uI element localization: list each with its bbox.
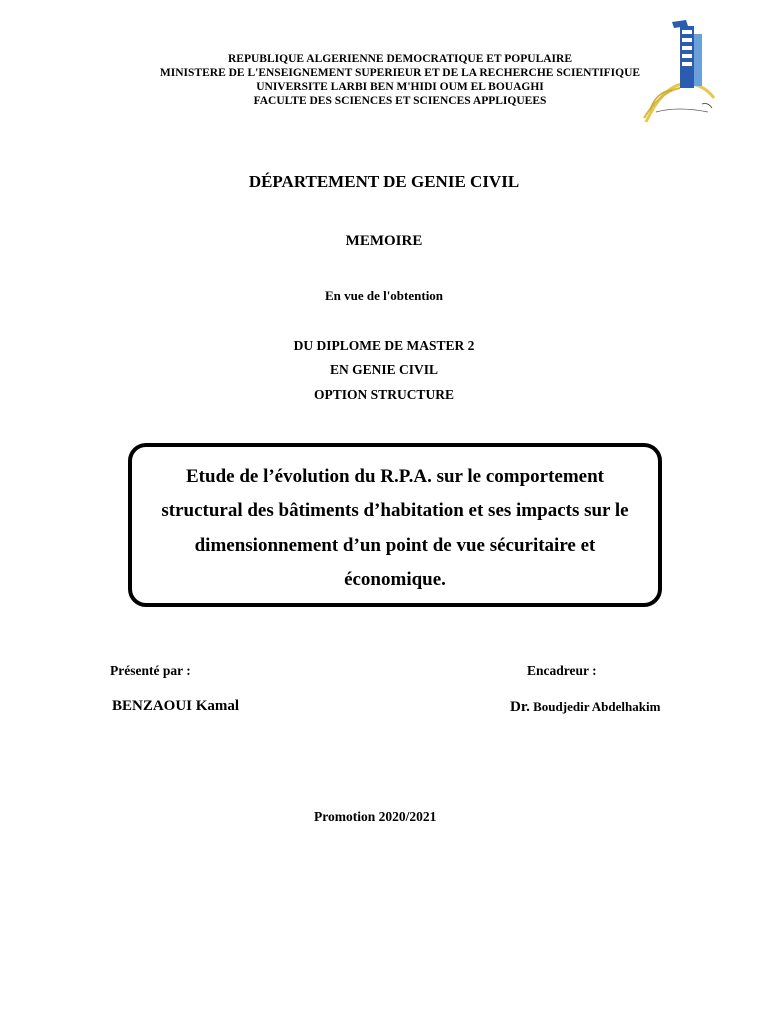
supervisor-name: Boudjedir Abdelhakim <box>533 699 661 714</box>
author-name: BENZAOUI Kamal <box>112 698 240 714</box>
supervisor-title: Dr. <box>510 699 530 715</box>
department-title: DÉPARTEMENT DE GENIE CIVIL <box>248 172 520 191</box>
header-faculty: FACULTE DES SCIENCES ET SCIENCES APPLIQUEES <box>253 95 547 107</box>
header-republic: REPUBLIQUE ALGERIENNE DEMOCRATIQUE ET POPULAIRE <box>228 53 572 65</box>
thesis-title-line-3: dimensionnement d’un point de vue sécuritaire et <box>194 535 596 556</box>
document-type: MEMOIRE <box>345 233 423 249</box>
thesis-title-line-4: économique. <box>344 569 446 590</box>
obtention-line: En vue de l'obtention <box>324 288 444 303</box>
diploma-line-3: OPTION STRUCTURE <box>314 387 454 402</box>
supervisor-name-line <box>510 699 660 716</box>
header-university: UNIVERSITE LARBI BEN M'HIDI OUM EL BOUAGHI <box>256 81 544 93</box>
thesis-title-line-2: structural des bâtiments d’habitation et ses impacts sur le <box>161 500 629 521</box>
header-ministry: MINISTERE DE L'ENSEIGNEMENT SUPERIEUR ET DE LA RECHERCHE SCIENTIFIQUE <box>159 67 641 79</box>
diploma-line-1: DU DIPLOME DE MASTER 2 <box>293 338 475 353</box>
presented-by-label: Présenté par : <box>110 663 191 678</box>
university-logo <box>642 18 718 126</box>
thesis-title-line-1: Etude de l’évolution du R.P.A. sur le comportement <box>186 466 604 487</box>
promotion-year: Promotion 2020/2021 <box>314 809 437 824</box>
supervisor-label: Encadreur : <box>527 663 597 678</box>
diploma-line-2: EN GENIE CIVIL <box>329 362 439 377</box>
university-logo-icon <box>642 18 718 126</box>
